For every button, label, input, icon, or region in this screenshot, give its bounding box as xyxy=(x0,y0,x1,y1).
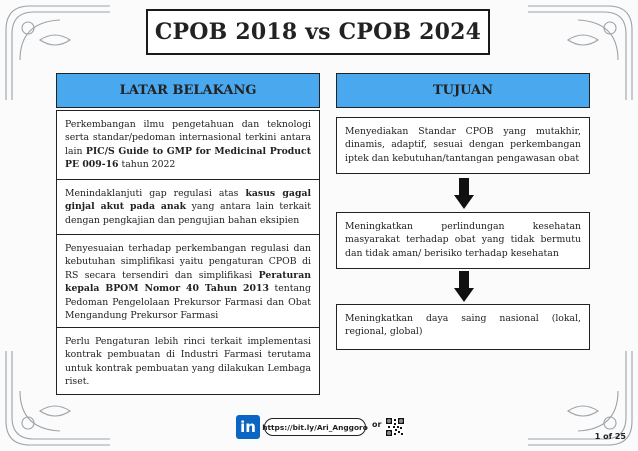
latar-item-1 xyxy=(56,110,320,181)
latar-item-1-text-a: Perkembangan ilmu pengetahuan dan teknologi serta standar/pedoman internasional terkini antara lain xyxy=(65,119,311,157)
tujuan-item-3: Meningkatkan daya saing nasional (lokal, regional, global) xyxy=(336,304,590,350)
page-number: 1 of 25 xyxy=(594,432,626,441)
profile-link[interactable]: https://bit.ly/Ari_Anggoro xyxy=(264,418,366,436)
latar-item-2-text-c: yang antara lain terkait dengan pengkajian dan pengujian bahan eksipien xyxy=(65,201,311,226)
latar-item-3 xyxy=(56,234,320,329)
latar-item-2 xyxy=(56,179,320,236)
latar-item-2-text-bold: kasus gagal ginjal akut pada anak xyxy=(65,188,312,213)
latar-item-1-text-bold: PIC/S Guide to GMP for Medicinal Product PE 009-16 xyxy=(65,145,312,171)
linkedin-icon[interactable]: in xyxy=(236,415,260,439)
latar-belakang-header: LATAR BELAKANG xyxy=(56,73,320,108)
down-arrow-icon xyxy=(454,271,474,303)
qr-code-icon[interactable] xyxy=(385,417,405,437)
or-label: or xyxy=(372,420,382,429)
tujuan-header: TUJUAN xyxy=(336,73,590,108)
latar-item-4 xyxy=(56,327,320,395)
latar-item-3-text-bold: Peraturan kepala BPOM Nomor 40 Tahun 2013 xyxy=(65,269,311,295)
latar-item-3-text-c: tentang Pedoman Pengelolaan Prekursor Farmasi dan Obat Mengandung Prekursor Farmasi xyxy=(65,283,311,322)
latar-item-3-text-a: Penyesuaian terhadap perkembangan regulasi dan kebutuhan simplifikasi yaitu pengaturan CPOB di RS secara tersendiri dan simplifikasi xyxy=(65,243,311,281)
latar-item-2-text-a: Menindaklanjuti gap regulasi atas xyxy=(65,188,246,199)
down-arrow-icon xyxy=(454,178,474,210)
latar-item-1-text-c: tahun 2022 xyxy=(118,159,176,171)
latar-item-4-text: Perlu Pengaturan lebih rinci terkait implementasi kontrak pembuatan di Industri Farmasi terutama untuk kontrak pembuatan yang dilakukan Lembaga riset. xyxy=(65,336,311,388)
tujuan-item-1: Menyediakan Standar CPOB yang mutakhir, dinamis, adaptif, sesuai dengan perkembangan iptek dan kebutuhan/tantangan pengawasan obat xyxy=(336,117,590,174)
tujuan-item-2: Meningkatkan perlindungan kesehatan masyarakat terhadap obat yang tidak bermutu dan tidak aman/ berisiko terhadap kesehatan xyxy=(336,212,590,269)
page-title: CPOB 2018 vs CPOB 2024 xyxy=(146,9,490,55)
